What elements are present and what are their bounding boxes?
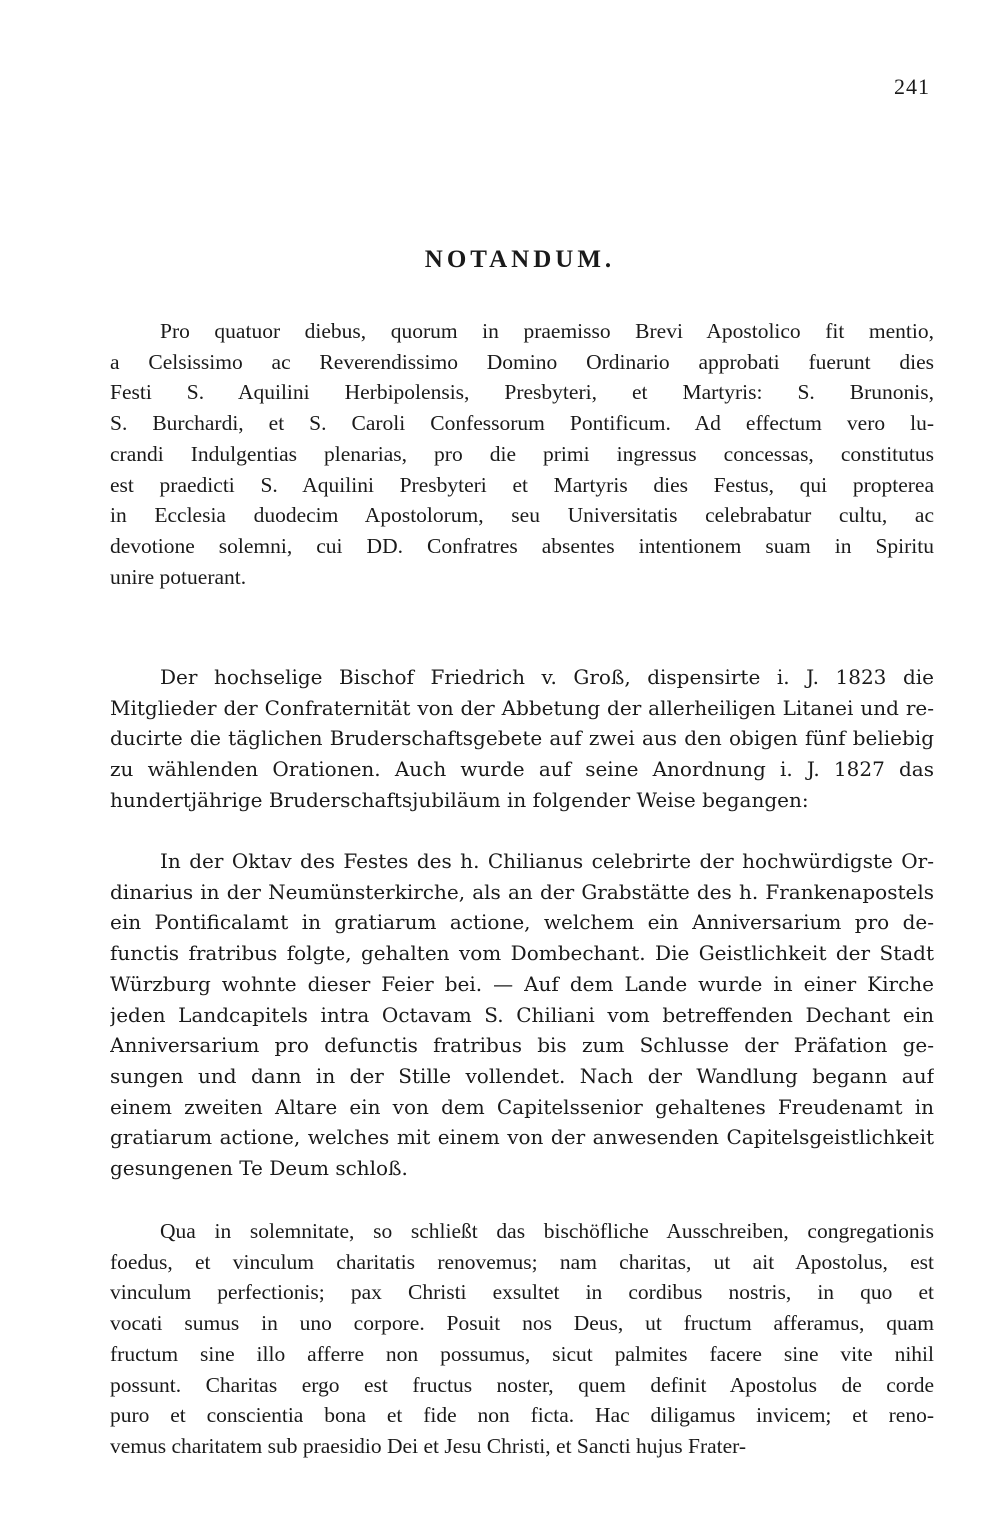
text-line: Würzburg wohnte dieser Feier bei. — Auf dem Lande wurde in einer Kirche — [110, 971, 934, 996]
text-line: Mitglieder der Confraternität von der Abbetung der allerheiligen Litanei und re- — [110, 695, 934, 720]
text-line: crandi Indulgentias plenarias, pro die primi ingressus concessas, constitutus — [110, 441, 934, 466]
paragraph-latin-solemnitate — [110, 1216, 934, 1462]
text-line: ducirte die täglichen Bruderschaftsgebete auf zwei aus den obigen fünf beliebig — [110, 726, 934, 751]
text-line: In der Oktav des Festes des h. Chilianus celebrirte der hochwürdigste Or- — [160, 849, 934, 873]
text-line: possunt. Charitas ergo est fructus noster, quem definit Apostolus de corde — [110, 1372, 934, 1397]
paragraph-german-jubilee — [110, 846, 934, 1184]
text-line: Qua in solemnitate, so schließt das bischöfliche Ausschreiben, congregationis — [160, 1219, 934, 1243]
paragraph-german-dispensation — [110, 662, 934, 816]
text-line: a Celsissimo ac Reverendissimo Domino Ordinario approbati fuerunt dies — [110, 349, 934, 374]
text-line: gratiarum actione, welches mit einem von der anwesenden Capitelsgeistlichkeit — [110, 1125, 934, 1150]
text-line: Pro quatuor diebus, quorum in praemisso Brevi Apostolico fit mentio, — [160, 319, 934, 343]
text-line: dinarius in der Neumünsterkirche, als an der Grabstätte des h. Frankenapostels — [110, 879, 934, 904]
text-line: unire potuerant. — [110, 564, 247, 589]
page-number: 241 — [894, 74, 930, 99]
text-line: Festi S. Aquilini Herbipolensis, Presbyteri, et Martyris: S. Brunonis, — [110, 380, 934, 405]
text-line: puro et conscientia bona et fide non ficta. Hac diligamus invicem; et reno- — [110, 1403, 934, 1428]
text-line: jeden Landcapitels intra Octavam S. Chiliani vom betreffenden Dechant ein — [110, 1002, 934, 1027]
text-line: vinculum perfectionis; pax Christi exsultet in cordibus nostris, in quo et — [110, 1280, 934, 1305]
text-line: S. Burchardi, et S. Caroli Confessorum Pontificum. Ad effectum vero lu- — [110, 411, 934, 436]
text-line: devotione solemni, cui DD. Confratres absentes intentionem suam in Spiritu — [110, 533, 934, 558]
paragraph-latin-notandum — [110, 316, 934, 592]
text-line: gesungenen Te Deum schloß. — [110, 1156, 408, 1181]
text-line: einem zweiten Altare ein von dem Capitelssenior gehaltenes Freudenamt in — [110, 1094, 934, 1119]
text-line: functis fratribus folgte, gehalten vom Dombechant. Die Geistlichkeit der Stadt — [110, 941, 934, 966]
text-line: est praedicti S. Aquilini Presbyteri et Martyris dies Festus, qui propterea — [110, 472, 934, 497]
text-line: in Ecclesia duodecim Apostolorum, seu Universitatis celebrabatur cultu, ac — [110, 503, 934, 528]
text-line: vocati sumus in uno corpore. Posuit nos Deus, ut fructum afferamus, quam — [110, 1311, 934, 1336]
text-line: ein Pontificalamt in gratiarum actione, welchem ein Anniversarium pro de- — [110, 910, 934, 935]
text-line: Anniversarium pro defunctis fratribus bis zum Schlusse der Präfation ge- — [110, 1033, 934, 1058]
text-line: vemus charitatem sub praesidio Dei et Jesu Christi, et Sancti hujus Frater- — [110, 1433, 747, 1458]
text-line: fructum sine illo afferre non possumus, sicut palmites facere sine vite nihil — [110, 1341, 934, 1366]
text-line: sungen und dann in der Stille vollendet. Nach der Wandlung begann auf — [110, 1063, 934, 1088]
section-heading: NOTANDUM. — [424, 246, 616, 273]
text-line: Der hochselige Bischof Friedrich v. Groß, dispensirte i. J. 1823 die — [160, 665, 934, 689]
text-line: hundertjährige Bruderschaftsjubiläum in folgender Weise begangen: — [110, 787, 809, 812]
text-line: foedus, et vinculum charitatis renovemus; nam charitas, ut ait Apostolus, est — [110, 1249, 934, 1274]
text-line: zu wählenden Orationen. Auch wurde auf seine Anordnung i. J. 1827 das — [110, 757, 934, 782]
